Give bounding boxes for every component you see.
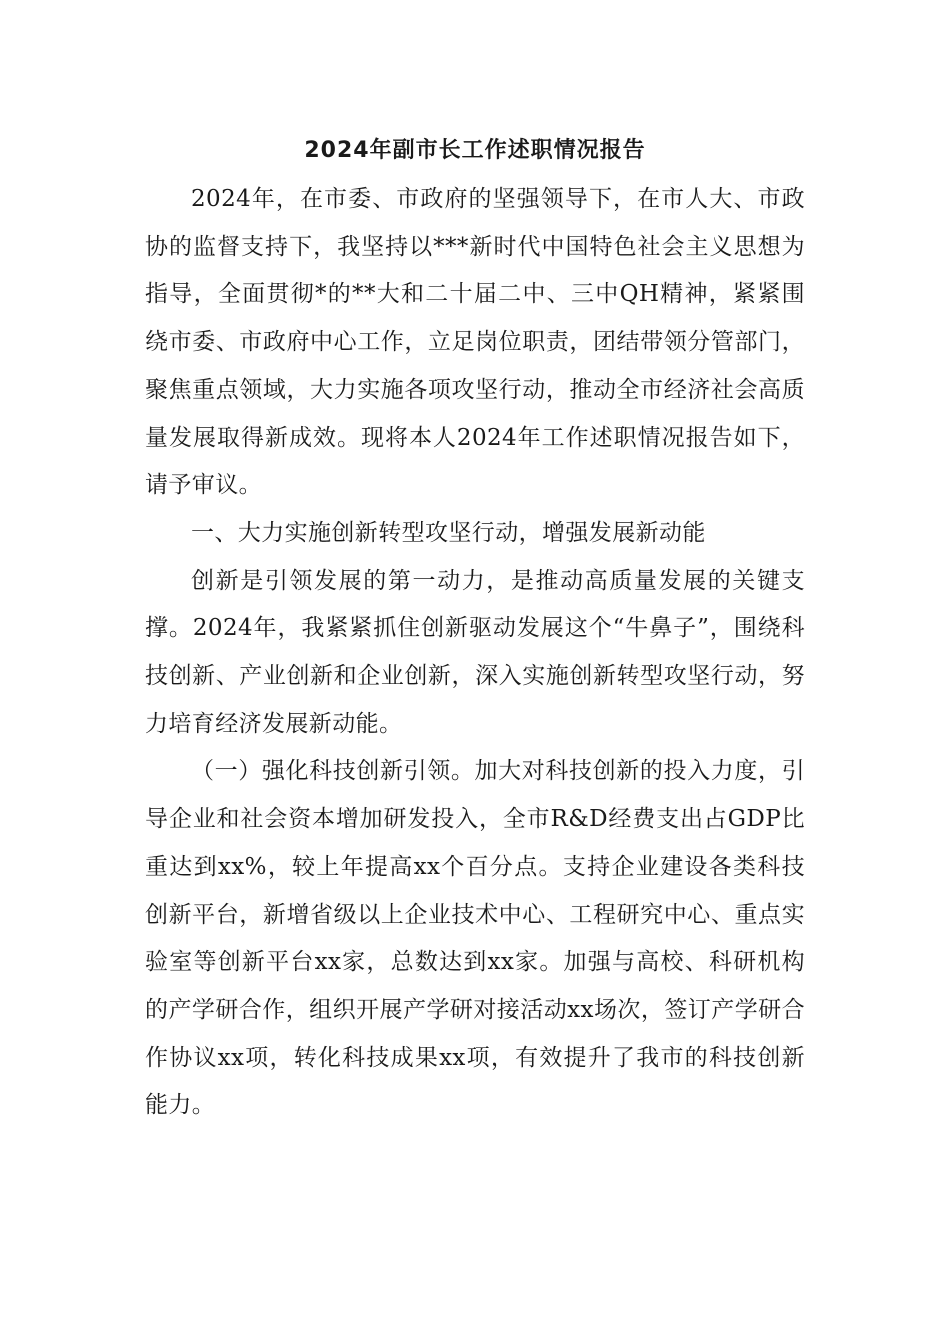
section-1-paragraph: 创新是引领发展的第一动力，是推动高质量发展的关键支撑。2024年，我紧紧抓住创新驱动发展这个“牛鼻子”，围绕科技创新、产业创新和企业创新，深入实施创新转型攻坚行动，努力培育经济发展新动能。	[145, 567, 805, 737]
subsection-1-paragraph: （一）强化科技创新引领。加大对科技创新的投入力度，引导企业和社会资本增加研发投入，全市R&D经费支出占GDP比重达到xx%，较上年提高xx个百分点。支持企业建设各类科技创新平台，新增省级以上企业技术中心、工程研究中心、重点实验室等创新平台xx家，总数达到xx家。加强与高校、科研机构的产学研合作，组织开展产学研对接活动xx场次，签订产学研合作协议xx项，转化科技成果xx项，有效提升了我市的科技创新能力。	[145, 758, 805, 1119]
section-heading-1: 一、大力实施创新转型攻坚行动，增强发展新动能	[191, 519, 706, 546]
document-body	[145, 176, 805, 1130]
intro-paragraph: 2024年，在市委、市政府的坚强领导下，在市人大、市政协的监督支持下，我坚持以***新时代中国特色社会主义思想为指导，全面贯彻*的**大和二十届二中、三中QH精神，紧紧围绕市委、市政府中心工作，立足岗位职责，团结带领分管部门，聚焦重点领域，大力实施各项攻坚行动，推动全市经济社会高质量发展取得新成效。现将本人2024年工作述职情况报告如下，请予审议。	[145, 186, 805, 499]
document-title: 2024年副市长工作述职情况报告	[304, 138, 646, 163]
